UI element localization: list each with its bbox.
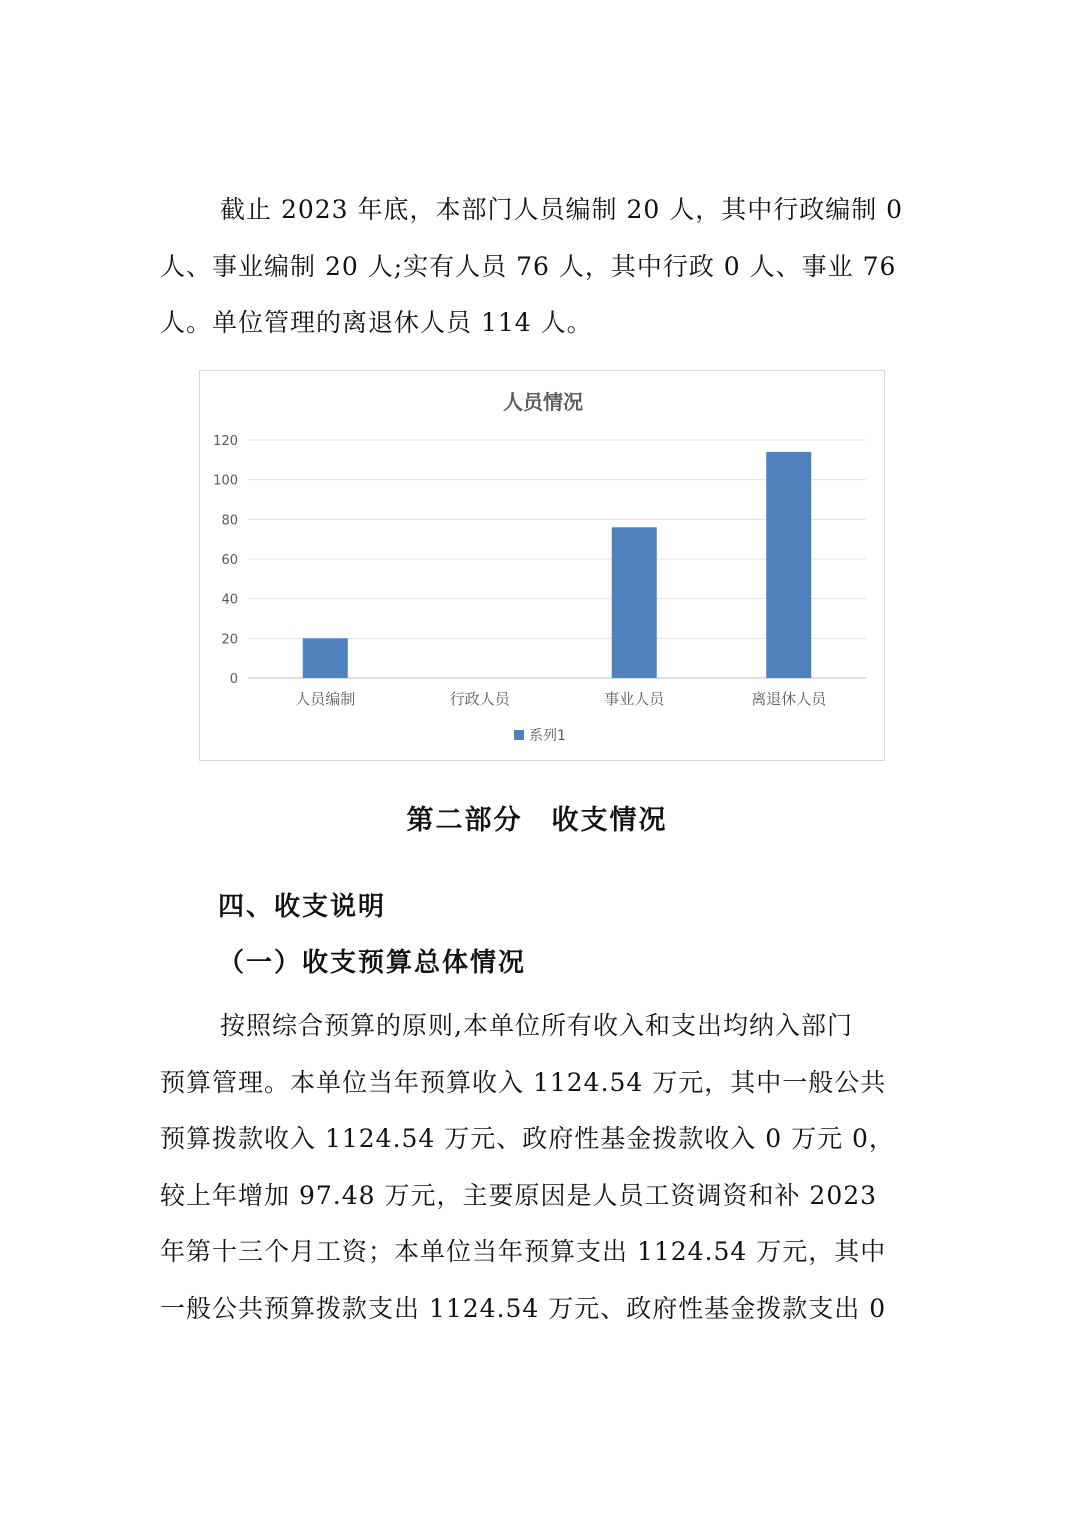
x-tick-label: 离退休人员 [751,690,827,708]
y-tick-label: 80 [221,513,238,529]
paragraph-line: 截止 2023 年底，本部门人员编制 20 人，其中行政编制 0 [220,195,904,224]
chart-canvas [200,371,886,762]
legend-label: 系列1 [529,728,566,744]
x-tick-label: 行政人员 [449,690,510,708]
section-title: 第二部分 收支情况 [406,805,668,836]
y-tick-label: 20 [221,632,238,648]
bar [612,527,657,678]
staffing-paragraph [160,182,926,352]
y-tick-label: 120 [213,434,238,449]
y-tick-label: 100 [213,473,238,489]
x-tick-label: 人员编制 [295,690,356,708]
y-tick-label: 60 [221,553,238,568]
x-tick-label: 事业人员 [604,690,665,708]
paragraph-line: 较上年增加 97.48 万元，主要原因是人员工资调资和补 2023 [160,1180,878,1210]
paragraph-line: 人、事业编制 20 人;实有人员 76 人，其中行政 0 人、事业 76 [160,251,897,281]
budget-paragraph [160,998,926,1337]
bar [303,638,348,678]
bar [766,452,811,678]
heading-level-2: （一）收支预算总体情况 [218,948,527,978]
paragraph-line: 预算管理。本单位当年预算收入 1124.54 万元，其中一般公共 [160,1067,887,1097]
y-tick-label: 40 [221,592,238,608]
paragraph-line: 年第十三个月工资；本单位当年预算支出 1124.54 万元，其中 [160,1237,887,1266]
staffing-chart [199,370,885,761]
heading-level-1: 四、收支说明 [218,892,387,922]
paragraph-line: 按照综合预算的原则,本单位所有收入和支出均纳入部门 [220,1011,853,1040]
paragraph-line: 一般公共预算拨款支出 1124.54 万元、政府性基金拨款支出 0 [160,1293,887,1323]
chart-title: 人员情况 [503,390,583,414]
y-tick-label: 0 [229,672,238,687]
paragraph-line: 人。单位管理的离退休人员 114 人。 [160,308,593,337]
paragraph-line: 预算拨款收入 1124.54 万元、政府性基金拨款收入 0 万元 0， [160,1124,895,1153]
legend-swatch [514,730,524,740]
